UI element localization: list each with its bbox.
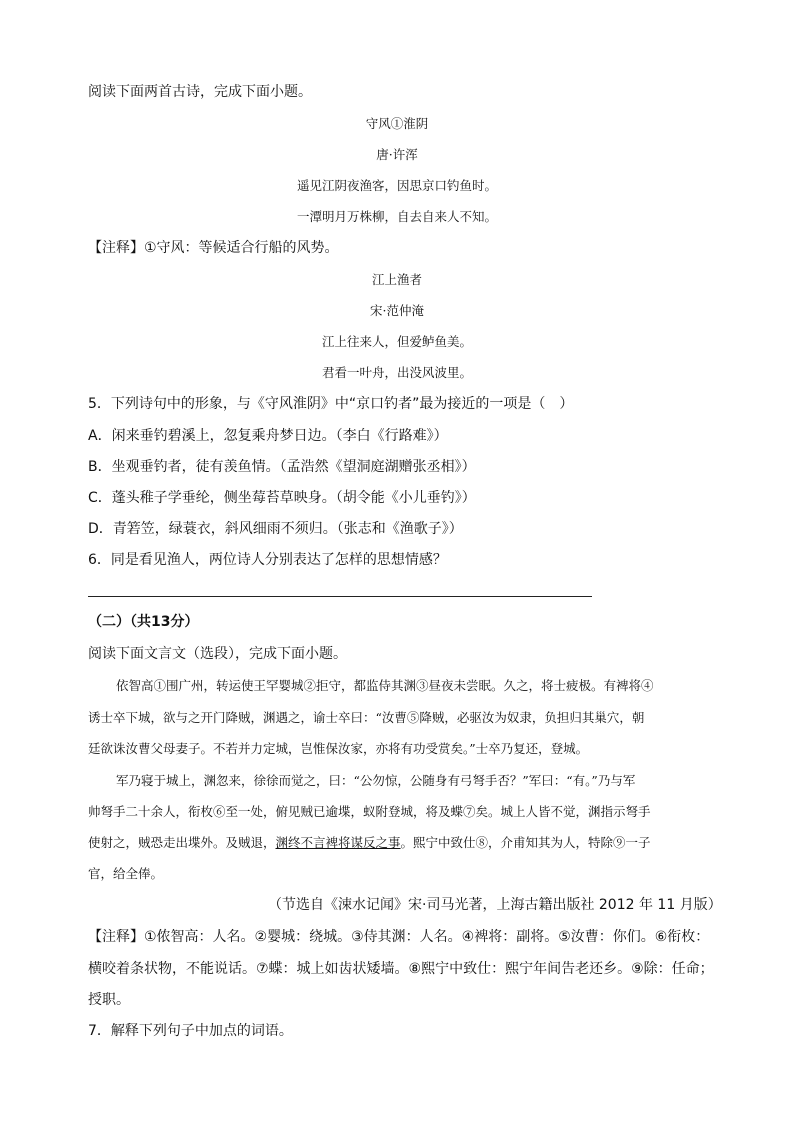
prose-p2-line3-start: 使射之，贼恐走出堞外。及贼退， <box>88 835 276 850</box>
prose-p1-line1: 依智高①围广州，转运使王罕婴城②拒守，都监侍其渊③昼夜未尝眠。久之，将士疲极。有裨将④ <box>116 678 654 693</box>
prose-source: （节选自《涑水记闻》宋·司马光著，上海古籍出版社 2012 年 11 月版） <box>268 897 722 913</box>
poem1-note: 【注释】①守风：等候适合行船的风势。 <box>88 240 339 256</box>
question-6: 6．同是看见渔人，两位诗人分别表达了怎样的思想情感？ <box>88 552 447 568</box>
poems-intro: 阅读下面两首古诗，完成下面小题。 <box>88 84 312 100</box>
prose-intro: 阅读下面文言文（选段），完成下面小题。 <box>88 646 347 662</box>
question-5-stem: 5．下列诗句中的形象，与《守风淮阴》中“京口钓者”最为接近的一项是（ ） <box>88 396 574 412</box>
prose-p2-line3-end: 。熙宁中致仕⑧，介甫知其为人，特除⑨一子 <box>400 835 651 850</box>
prose-p1-line2: 诱士卒下城，欲与之开门降贼，渊遇之，谕士卒曰：“汝曹⑤降贼，必驱汝为奴隶，负担归其巢穴，朝 <box>88 710 645 725</box>
underlined-sentence: 渊终不言裨将谋反之事 <box>275 835 401 850</box>
prose-notes-line1: 【注释】①侬智高：人名。②婴城：绕城。③侍其渊：人名。④裨将：副将。⑤汝曹：你们。⑥衔枚： <box>88 929 710 945</box>
prose-notes-line3: 授职。 <box>88 992 130 1008</box>
answer-line <box>88 596 592 597</box>
question-7: 7．解释下列句子中加点的词语。 <box>88 1023 293 1039</box>
poem2-line1: 江上往来人，但爱鲈鱼美。 <box>321 334 472 349</box>
poem2-author: 宋·范仲淹 <box>370 303 424 318</box>
section-2-title: （二）（共13分） <box>88 614 199 630</box>
poem2-title: 江上渔者 <box>371 272 422 287</box>
poem1-title: 守风①淮阴 <box>365 116 429 131</box>
prose-p2-line3 <box>88 833 651 853</box>
question-5-option-a: A．闲来垂钓碧溪上，忽复乘舟梦日边。（李白《行路难》） <box>88 428 448 444</box>
poem1-author: 唐·许浑 <box>376 147 418 162</box>
question-5-option-b: B．坐观垂钓者，徒有羡鱼情。（孟浩然《望洞庭湖赠张丞相》） <box>88 459 476 475</box>
prose-p2-line1: 军乃寝于城上，渊忽来，徐徐而觉之，曰：“公勿惊，公随身有弓弩手否？”军曰：“有。”乃与军 <box>116 773 636 788</box>
prose-notes-line2: 横咬着条状物，不能说话。⑦蝶：城上如齿状矮墙。⑧熙宁中致仕：熙宁年间告老还乡。⑨除：任命； <box>88 961 714 977</box>
prose-p2-line2: 帅弩手二十余人，衔枚⑥至一处，俯见贼已逾堞，蚁附登城，将及蝶⑦矣。城上人皆不觉，渊指示弩手 <box>88 804 651 819</box>
prose-p2-line4: 官，给全俸。 <box>88 866 164 881</box>
question-5-option-d: D．青箬笠，绿蓑衣，斜风细雨不须归。（张志和《渔歌子》） <box>88 521 463 537</box>
poem1-line1: 遥见江阴夜渔客，因思京口钓鱼时。 <box>296 178 497 193</box>
prose-p1-line3: 廷欲诛汝曹父母妻子。不若并力定城，岂惟保汝家，亦将有功受赏矣。”士卒乃复还，登城。 <box>88 741 589 756</box>
poem1-line2: 一潭明月万株柳，自去自来人不知。 <box>296 209 497 224</box>
poem2-line2: 君看一叶舟，出没风波里。 <box>321 365 472 380</box>
question-5-option-c: C．蓬头稚子学垂纶，侧坐莓苔草映身。（胡令能《小儿垂钓》） <box>88 490 476 506</box>
